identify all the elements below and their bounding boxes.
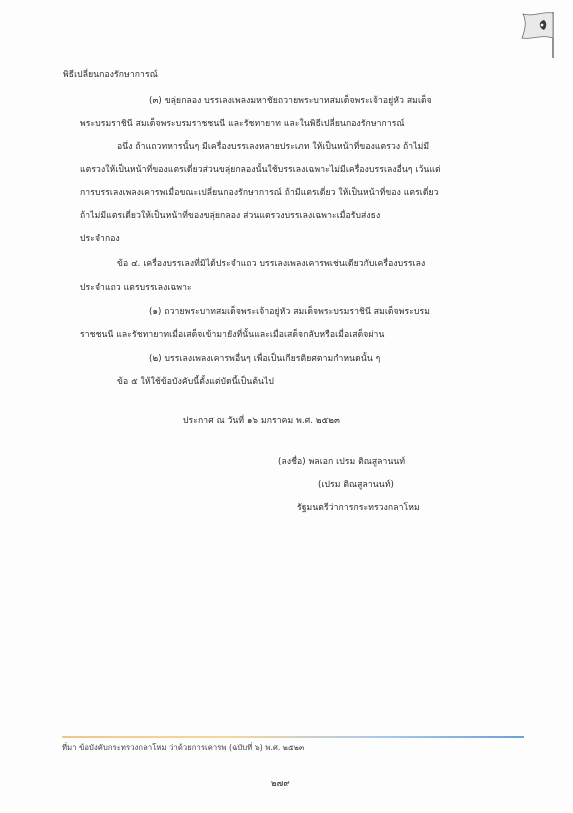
- para-1-line-3: การบรรเลงเพลงเคารพเมื่อขณะเปลี่ยนกองรักษาการณ์ ถ้ามีแตรเดี่ยว ให้เป็นหน้าที่ของ แตรเดี่ยว: [80, 188, 439, 198]
- clause-4-line-2: ประจำแถว แตรบรรเลงเฉพาะ: [80, 283, 192, 293]
- page-number: ๒๗๙: [271, 779, 290, 789]
- para-1-line-5: ประจำกอง: [80, 234, 120, 244]
- clause-5: ข้อ ๕ ให้ใช้ข้อบังคับนี้ตั้งแต่บัดนี้เป็นต้นไป: [117, 377, 274, 387]
- para-1-line-2: แตรวงให้เป็นหน้าที่ของแตรเดี่ยวส่วนขลุ่ยกลองนั้นใช้บรรเลงเฉพาะไม่มีเครื่องบรรเลงอื่นๆ เว้นแต่: [80, 165, 441, 175]
- section-heading: พิธีเปลี่ยนกองรักษาการณ์: [63, 70, 158, 80]
- item-1-line-2: ราชชนนี และรัชทายาทเมื่อเสด็จเข้ามายังที่นั้นและเมื่อเสด็จกลับหรือเมื่อเสด็จผ่าน: [80, 330, 385, 340]
- item-1-line-1: (๑) ถวายพระบาทสมเด็จพระเจ้าอยู่หัว สมเด็จพระบรมราชินี สมเด็จพระบรม: [149, 307, 430, 317]
- footer-divider: [62, 736, 524, 738]
- signature-name: (เปรม ติณสูลานนท์): [318, 480, 394, 490]
- royal-flag-icon: [520, 8, 558, 60]
- item-3-line-1: (๓) ขลุ่ยกลอง บรรเลงเพลงมหาชัยถวายพระบาทสมเด็จพระเจ้าอยู่หัว สมเด็จ: [149, 96, 432, 106]
- para-1-line-1: อนึ่ง ถ้าแถวทหารนั้นๆ มีเครื่องบรรเลงหลายประเภท ให้เป็นหน้าที่ของแตรวง ถ้าไม่มี: [117, 142, 430, 152]
- item-3-line-2: พระบรมราชินี สมเด็จพระบรมราชชนนี และรัชทายาท และในพิธีเปลี่ยนกองรักษาการณ์: [80, 119, 405, 129]
- signature-position: รัฐมนตรีว่าการกระทรวงกลาโหม: [297, 503, 420, 513]
- footnote: ที่มา ข้อบังคับกระทรวงกลาโหม ว่าด้วยการเคารพ (ฉบับที่ ๖) พ.ศ. ๒๕๒๓: [62, 743, 305, 752]
- signature-signed: (ลงชื่อ) พลเอก เปรม ติณสูลานนท์: [278, 457, 406, 467]
- clause-4-line-1: ข้อ ๔. เครื่องบรรเลงที่มิได้ประจำแถว บรรเลงเพลงเคารพเช่นเดียวกับเครื่องบรรเลง: [117, 259, 426, 269]
- item-2-line-1: (๒) บรรเลงเพลงเคารพอื่นๆ เพื่อเป็นเกียรติยศตามกำหนดนั้น ๆ: [149, 354, 381, 364]
- para-1-line-4: ถ้าไม่มีแตรเดี่ยวให้เป็นหน้าที่ของขลุ่ยกลอง ส่วนแตรวงบรรเลงเฉพาะเมื่อรับส่งธง: [80, 211, 381, 221]
- announcement-date: ประกาศ ณ วันที่ ๑๖ มกราคม พ.ศ. ๒๕๒๓: [183, 416, 341, 426]
